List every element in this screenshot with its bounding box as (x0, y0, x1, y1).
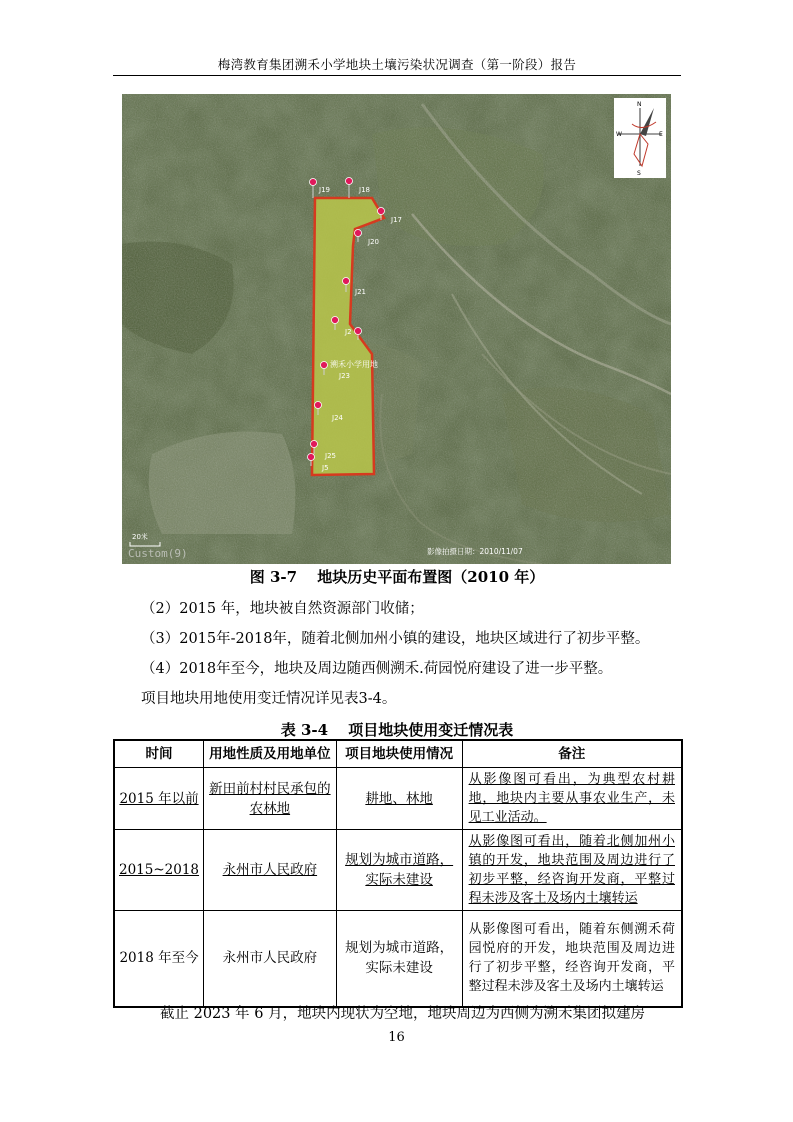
header-unit: 用地性质及用地单位 (204, 740, 337, 768)
table-row (114, 830, 682, 911)
page-number: 16 (388, 1030, 405, 1045)
paragraph-table-ref: 项目地块用地使用变迁情况详见表3-4。 (141, 691, 397, 707)
header-note: 备注 (462, 740, 682, 768)
cell-unit: 永州市人民政府 (204, 911, 337, 1007)
land-use-table (113, 739, 683, 1008)
cell-unit: 新田前村村民承包的农林地 (204, 768, 337, 830)
cell-time: 2015~2018 (114, 830, 204, 911)
header-use: 项目地块使用情况 (336, 740, 462, 768)
cell-note: 从影像图可看出，随着东侧溯禾荷园悦府的开发，地块范围及周边进行了初步平整，经咨询开发商，平整过程未涉及客土及场内土壤转运 (462, 911, 682, 1007)
table-caption: 表 3-4 项目地块使用变迁情况表 (280, 721, 514, 739)
compass-e: E (659, 131, 663, 138)
paragraph-2015-2018: （3）2015年-2018年，随着北侧加州小镇的建设，地块区域进行了初步平整。 (141, 631, 650, 647)
image-date: 影像拍摄日期：2010/11/07 (427, 547, 523, 556)
satellite-map (122, 94, 671, 564)
cell-use: 规划为城市道路，实际未建设 (336, 830, 462, 911)
label-j23: J23 (339, 372, 350, 380)
cell-time: 2018 年至今 (114, 911, 204, 1007)
compass-icon (614, 98, 666, 178)
table-header-row (114, 740, 682, 768)
label-j2: J2 (345, 328, 352, 336)
label-j20: J20 (368, 238, 379, 246)
compass-s: S (637, 170, 641, 177)
label-j5: J5 (322, 464, 329, 472)
cell-use: 耕地、林地 (336, 768, 462, 830)
figure-caption: 图 3-7 地块历史平面布置图（2010 年） (249, 568, 545, 586)
map-watermark: Custom(9) (128, 547, 188, 560)
label-j25: J25 (325, 452, 336, 460)
table-row (114, 911, 682, 1007)
cell-note: 从影像图可看出，随着北侧加州小镇的开发，地块范围及周边进行了初步平整，经咨询开发商，平整过程未涉及客土及场内土壤转运 (462, 830, 682, 911)
paragraph-current-status: 截止 2023 年 6 月，地块内现状为空地，地块周边为西侧为溯禾集团拟建房 (160, 1006, 646, 1022)
label-j17: J17 (391, 216, 402, 224)
paragraph-2018: （4）2018年至今，地块及周边随西侧溯禾.荷园悦府建设了进一步平整。 (141, 661, 613, 677)
paragraph-2015: （2）2015 年，地块被自然资源部门收储； (141, 601, 424, 617)
label-j19: J19 (319, 186, 330, 194)
scale-label: 20米 (132, 533, 148, 541)
label-j21: J21 (355, 288, 366, 296)
header-time: 时间 (114, 740, 204, 768)
header-rule (113, 75, 681, 76)
label-j18: J18 (359, 186, 370, 194)
label-plot-name: 溯禾小学用地 (330, 360, 378, 369)
map-canvas (122, 94, 671, 564)
compass-n: N (637, 101, 642, 108)
cell-note: 从影像图可看出，为典型农村耕地，地块内主要从事农业生产，未见工业活动。 (462, 768, 682, 830)
cell-time: 2015 年以前 (114, 768, 204, 830)
compass-w: W (616, 131, 622, 138)
label-j24: J24 (332, 414, 343, 422)
cell-use: 规划为城市道路，实际未建设 (336, 911, 462, 1007)
page-header: 梅湾教育集团溯禾小学地块土壤污染状况调查（第一阶段）报告 (217, 57, 577, 72)
cell-unit: 永州市人民政府 (204, 830, 337, 911)
table-row (114, 768, 682, 830)
